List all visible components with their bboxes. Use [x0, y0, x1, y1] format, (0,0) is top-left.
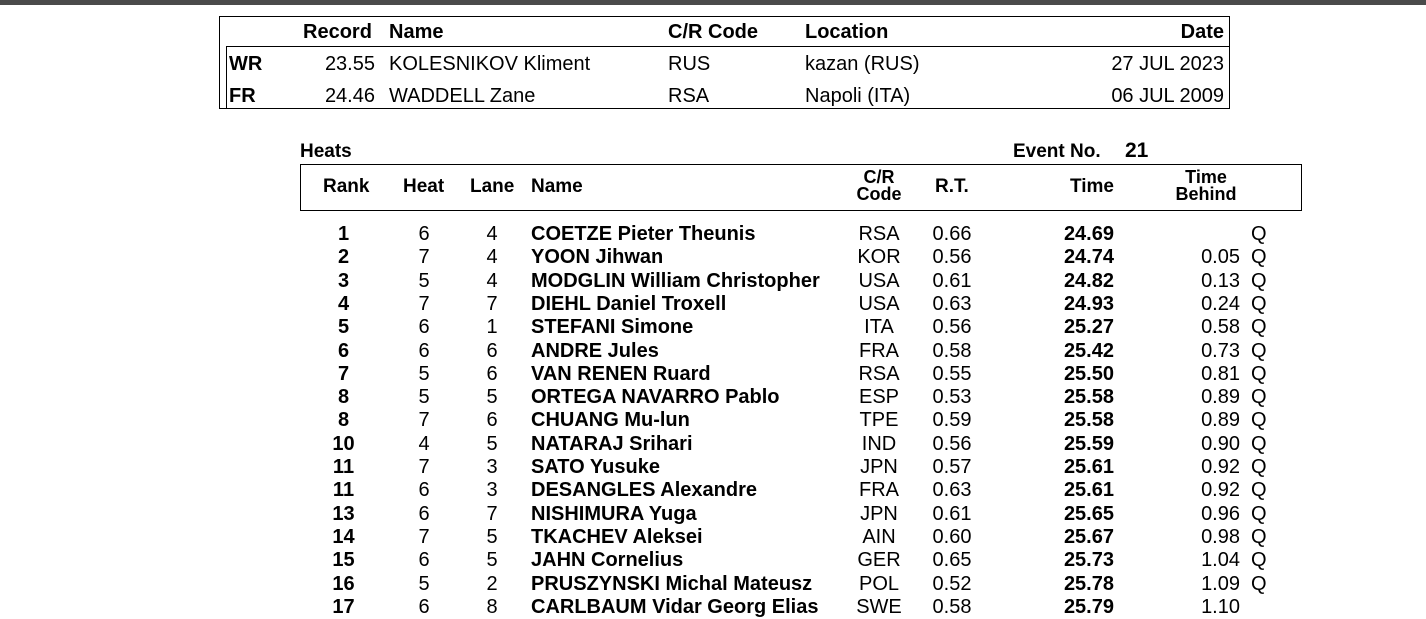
- result-heat: 6: [418, 479, 430, 502]
- result-reaction-time: 0.60: [932, 525, 972, 548]
- records-header-record: Record: [303, 21, 372, 43]
- result-time: 24.82: [1063, 269, 1114, 292]
- result-time: 24.74: [1063, 246, 1114, 269]
- result-rank: 11: [332, 456, 355, 478]
- heats-title: Heats: [300, 141, 352, 162]
- result-name: PRUSZYNSKI Michal Mateusz: [531, 572, 813, 595]
- result-rank: 4: [337, 292, 350, 315]
- result-row: [0, 363, 1426, 386]
- result-name: CARLBAUM Vidar Georg Elias: [531, 595, 819, 618]
- result-lane: 5: [486, 525, 498, 548]
- result-row: [0, 386, 1426, 409]
- result-time-behind: 0.90: [1201, 432, 1240, 455]
- result-name: STEFANI Simone: [531, 316, 694, 339]
- result-heat: 6: [418, 223, 430, 245]
- result-heat: 7: [418, 292, 430, 315]
- result-name: TKACHEV Aleksei: [531, 525, 703, 548]
- result-time-behind: 1.10: [1201, 595, 1240, 618]
- result-code: SWE: [856, 595, 902, 618]
- record-code: RSA: [668, 85, 710, 107]
- result-row: [0, 270, 1426, 293]
- result-time: 25.79: [1063, 595, 1114, 618]
- result-heat: 6: [418, 502, 430, 525]
- records-header-code: C/R Code: [668, 21, 758, 43]
- result-heat: 7: [418, 246, 430, 269]
- heats-header-box: [300, 164, 1302, 211]
- result-time-behind: 0.89: [1201, 386, 1240, 409]
- result-name: CHUANG Mu-lun: [531, 409, 690, 432]
- result-lane: 1: [486, 316, 498, 339]
- result-lane: 4: [486, 223, 498, 245]
- result-code: JPN: [860, 502, 898, 525]
- result-code: KOR: [857, 246, 901, 269]
- result-time: 25.78: [1063, 572, 1114, 595]
- header-reaction-time: R.T.: [935, 176, 969, 197]
- record-holder-name: KOLESNIKOV Kliment: [389, 53, 591, 75]
- result-rank: 5: [337, 316, 350, 339]
- result-name: COETZE Pieter Theunis: [531, 223, 756, 245]
- result-reaction-time: 0.66: [932, 223, 972, 245]
- record-type: FR: [229, 85, 256, 107]
- result-reaction-time: 0.52: [932, 572, 972, 595]
- record-location: Napoli (ITA): [805, 85, 911, 107]
- result-code: FRA: [859, 479, 899, 502]
- result-lane: 6: [486, 339, 498, 362]
- result-lane: 6: [486, 362, 498, 385]
- records-header-name: Name: [389, 21, 444, 43]
- result-row: [0, 456, 1426, 479]
- result-qualifier: Q: [1251, 246, 1267, 269]
- top-bar: [0, 0, 1426, 5]
- result-row: [0, 503, 1426, 526]
- result-qualifier: Q: [1251, 549, 1267, 572]
- result-row: [0, 433, 1426, 456]
- result-time: 25.59: [1063, 432, 1114, 455]
- result-rank: 8: [337, 386, 350, 409]
- result-qualifier: Q: [1251, 269, 1267, 292]
- result-row: [0, 223, 1426, 246]
- result-code: AIN: [862, 525, 896, 548]
- result-lane: 3: [486, 456, 498, 478]
- result-qualifier: Q: [1251, 502, 1267, 525]
- result-code: FRA: [859, 339, 899, 362]
- header-time-behind-line1: Time: [1185, 167, 1227, 187]
- record-time: 24.46: [324, 85, 375, 107]
- header-lane: Lane: [470, 176, 515, 197]
- result-reaction-time: 0.53: [932, 386, 972, 409]
- result-lane: 4: [486, 269, 498, 292]
- record-time: 23.55: [324, 53, 375, 75]
- header-time-behind-line2: Behind: [1175, 184, 1237, 204]
- header-heat: Heat: [403, 176, 445, 197]
- result-code: RSA: [858, 362, 900, 385]
- result-lane: 3: [486, 479, 498, 502]
- result-time: 25.58: [1063, 409, 1114, 432]
- result-rank: 1: [337, 223, 350, 245]
- result-name: YOON Jihwan: [531, 246, 664, 269]
- result-name: ANDRE Jules: [531, 339, 659, 362]
- result-reaction-time: 0.63: [932, 479, 972, 502]
- result-row: [0, 293, 1426, 316]
- record-location: kazan (RUS): [805, 53, 920, 75]
- result-heat: 6: [418, 339, 430, 362]
- result-time: 24.93: [1063, 292, 1114, 315]
- result-lane: 8: [486, 595, 498, 618]
- result-heat: 5: [418, 362, 430, 385]
- result-lane: 5: [486, 549, 498, 572]
- header-code: [846, 169, 912, 203]
- result-row: [0, 526, 1426, 549]
- record-date: 06 JUL 2009: [1111, 85, 1224, 107]
- result-qualifier: Q: [1251, 456, 1267, 478]
- result-heat: 7: [418, 409, 430, 432]
- result-row: [0, 573, 1426, 596]
- header-code-line1: C/R: [863, 167, 895, 187]
- result-rank: 10: [332, 432, 355, 455]
- result-time-behind: 1.09: [1201, 572, 1240, 595]
- result-time: 25.61: [1063, 479, 1114, 502]
- result-code: RSA: [858, 223, 900, 245]
- result-row: [0, 549, 1426, 572]
- result-rank: 14: [332, 525, 355, 548]
- result-rank: 3: [337, 269, 350, 292]
- event-number-value: 21: [1125, 139, 1149, 162]
- result-qualifier: Q: [1251, 292, 1267, 315]
- result-time-behind: 0.05: [1201, 246, 1240, 269]
- result-rank: 15: [332, 549, 355, 572]
- result-qualifier: Q: [1251, 525, 1267, 548]
- result-name: JAHN Cornelius: [531, 549, 684, 572]
- result-name: NISHIMURA Yuga: [531, 502, 697, 525]
- result-time: 25.67: [1063, 525, 1114, 548]
- result-time-behind: 0.89: [1201, 409, 1240, 432]
- result-code: IND: [861, 432, 897, 455]
- records-column-divider: [226, 47, 227, 109]
- result-heat: 6: [418, 595, 430, 618]
- result-row: [0, 409, 1426, 432]
- result-time: 25.61: [1063, 456, 1114, 478]
- result-qualifier: Q: [1251, 316, 1267, 339]
- result-lane: 2: [486, 572, 498, 595]
- result-name: ORTEGA NAVARRO Pablo: [531, 386, 780, 409]
- result-reaction-time: 0.57: [932, 456, 972, 478]
- result-row: [0, 316, 1426, 339]
- event-number-label: Event No.: [1013, 141, 1101, 162]
- record-type: WR: [229, 53, 263, 75]
- records-header-date: Date: [1180, 21, 1224, 43]
- result-heat: 5: [418, 386, 430, 409]
- result-reaction-time: 0.65: [932, 549, 972, 572]
- header-time: Time: [1069, 176, 1114, 197]
- result-rank: 2: [337, 246, 350, 269]
- header-name: Name: [531, 176, 583, 197]
- result-time-behind: 0.81: [1201, 362, 1240, 385]
- result-rank: 17: [332, 595, 355, 618]
- result-rank: 7: [337, 362, 350, 385]
- result-reaction-time: 0.56: [932, 316, 972, 339]
- result-heat: 7: [418, 525, 430, 548]
- result-code: POL: [858, 572, 900, 595]
- result-time-behind: 0.96: [1201, 502, 1240, 525]
- result-reaction-time: 0.56: [932, 246, 972, 269]
- result-qualifier: Q: [1251, 572, 1267, 595]
- record-code: RUS: [668, 53, 711, 75]
- result-rank: 6: [337, 339, 350, 362]
- result-heat: 5: [418, 269, 430, 292]
- result-time: 25.50: [1063, 362, 1114, 385]
- result-qualifier: Q: [1251, 432, 1267, 455]
- result-time: 25.27: [1063, 316, 1114, 339]
- result-qualifier: Q: [1251, 223, 1267, 245]
- result-reaction-time: 0.63: [932, 292, 972, 315]
- result-time: 25.73: [1063, 549, 1114, 572]
- result-reaction-time: 0.59: [932, 409, 972, 432]
- result-time-behind: 0.13: [1201, 269, 1240, 292]
- result-code: ESP: [858, 386, 900, 409]
- result-lane: 7: [486, 292, 498, 315]
- records-header-location: Location: [805, 21, 889, 43]
- record-date: 27 JUL 2023: [1111, 53, 1224, 75]
- result-code: GER: [857, 549, 901, 572]
- result-time: 25.42: [1063, 339, 1114, 362]
- result-rank: 13: [332, 502, 355, 525]
- result-code: TPE: [859, 409, 899, 432]
- header-rank: Rank: [323, 176, 370, 197]
- result-name: SATO Yusuke: [531, 456, 660, 478]
- result-heat: 7: [418, 456, 430, 478]
- result-qualifier: Q: [1251, 362, 1267, 385]
- result-lane: 7: [486, 502, 498, 525]
- result-qualifier: Q: [1251, 409, 1267, 432]
- result-rank: 11: [332, 479, 355, 502]
- result-time-behind: 0.24: [1201, 292, 1240, 315]
- result-code: USA: [858, 292, 900, 315]
- result-lane: 5: [486, 386, 498, 409]
- result-heat: 6: [418, 549, 430, 572]
- result-reaction-time: 0.61: [932, 502, 972, 525]
- header-time-behind: [1164, 169, 1248, 203]
- result-rank: 16: [332, 572, 355, 595]
- records-divider: [226, 46, 1229, 47]
- result-name: DIEHL Daniel Troxell: [531, 292, 727, 315]
- result-row: [0, 340, 1426, 363]
- result-row: [0, 479, 1426, 502]
- result-reaction-time: 0.56: [932, 432, 972, 455]
- result-time-behind: 0.98: [1201, 525, 1240, 548]
- result-qualifier: Q: [1251, 386, 1267, 409]
- result-name: DESANGLES Alexandre: [531, 479, 757, 502]
- result-qualifier: Q: [1251, 479, 1267, 502]
- result-heat: 4: [418, 432, 430, 455]
- result-time-behind: 0.92: [1201, 479, 1240, 502]
- result-time: 25.58: [1063, 386, 1114, 409]
- result-name: MODGLIN William Christopher: [531, 269, 820, 292]
- result-name: VAN RENEN Ruard: [531, 362, 711, 385]
- result-heat: 5: [418, 572, 430, 595]
- result-reaction-time: 0.55: [932, 362, 972, 385]
- record-holder-name: WADDELL Zane: [389, 85, 536, 107]
- result-rank: 8: [337, 409, 350, 432]
- result-time: 25.65: [1063, 502, 1114, 525]
- result-time-behind: 0.92: [1201, 456, 1240, 478]
- result-time-behind: 0.73: [1201, 339, 1240, 362]
- result-qualifier: Q: [1251, 339, 1267, 362]
- result-name: NATARAJ Srihari: [531, 432, 693, 455]
- result-time: 24.69: [1063, 223, 1114, 245]
- result-row: [0, 246, 1426, 269]
- result-reaction-time: 0.58: [932, 595, 972, 618]
- result-lane: 6: [486, 409, 498, 432]
- result-row: [0, 596, 1426, 619]
- result-reaction-time: 0.58: [932, 339, 972, 362]
- result-lane: 5: [486, 432, 498, 455]
- result-heat: 6: [418, 316, 430, 339]
- result-code: ITA: [864, 316, 894, 339]
- result-code: USA: [858, 269, 900, 292]
- result-code: JPN: [860, 456, 898, 478]
- header-code-line2: Code: [856, 184, 902, 204]
- result-time-behind: 1.04: [1201, 549, 1240, 572]
- result-time-behind: 0.58: [1201, 316, 1240, 339]
- result-reaction-time: 0.61: [932, 269, 972, 292]
- result-lane: 4: [486, 246, 498, 269]
